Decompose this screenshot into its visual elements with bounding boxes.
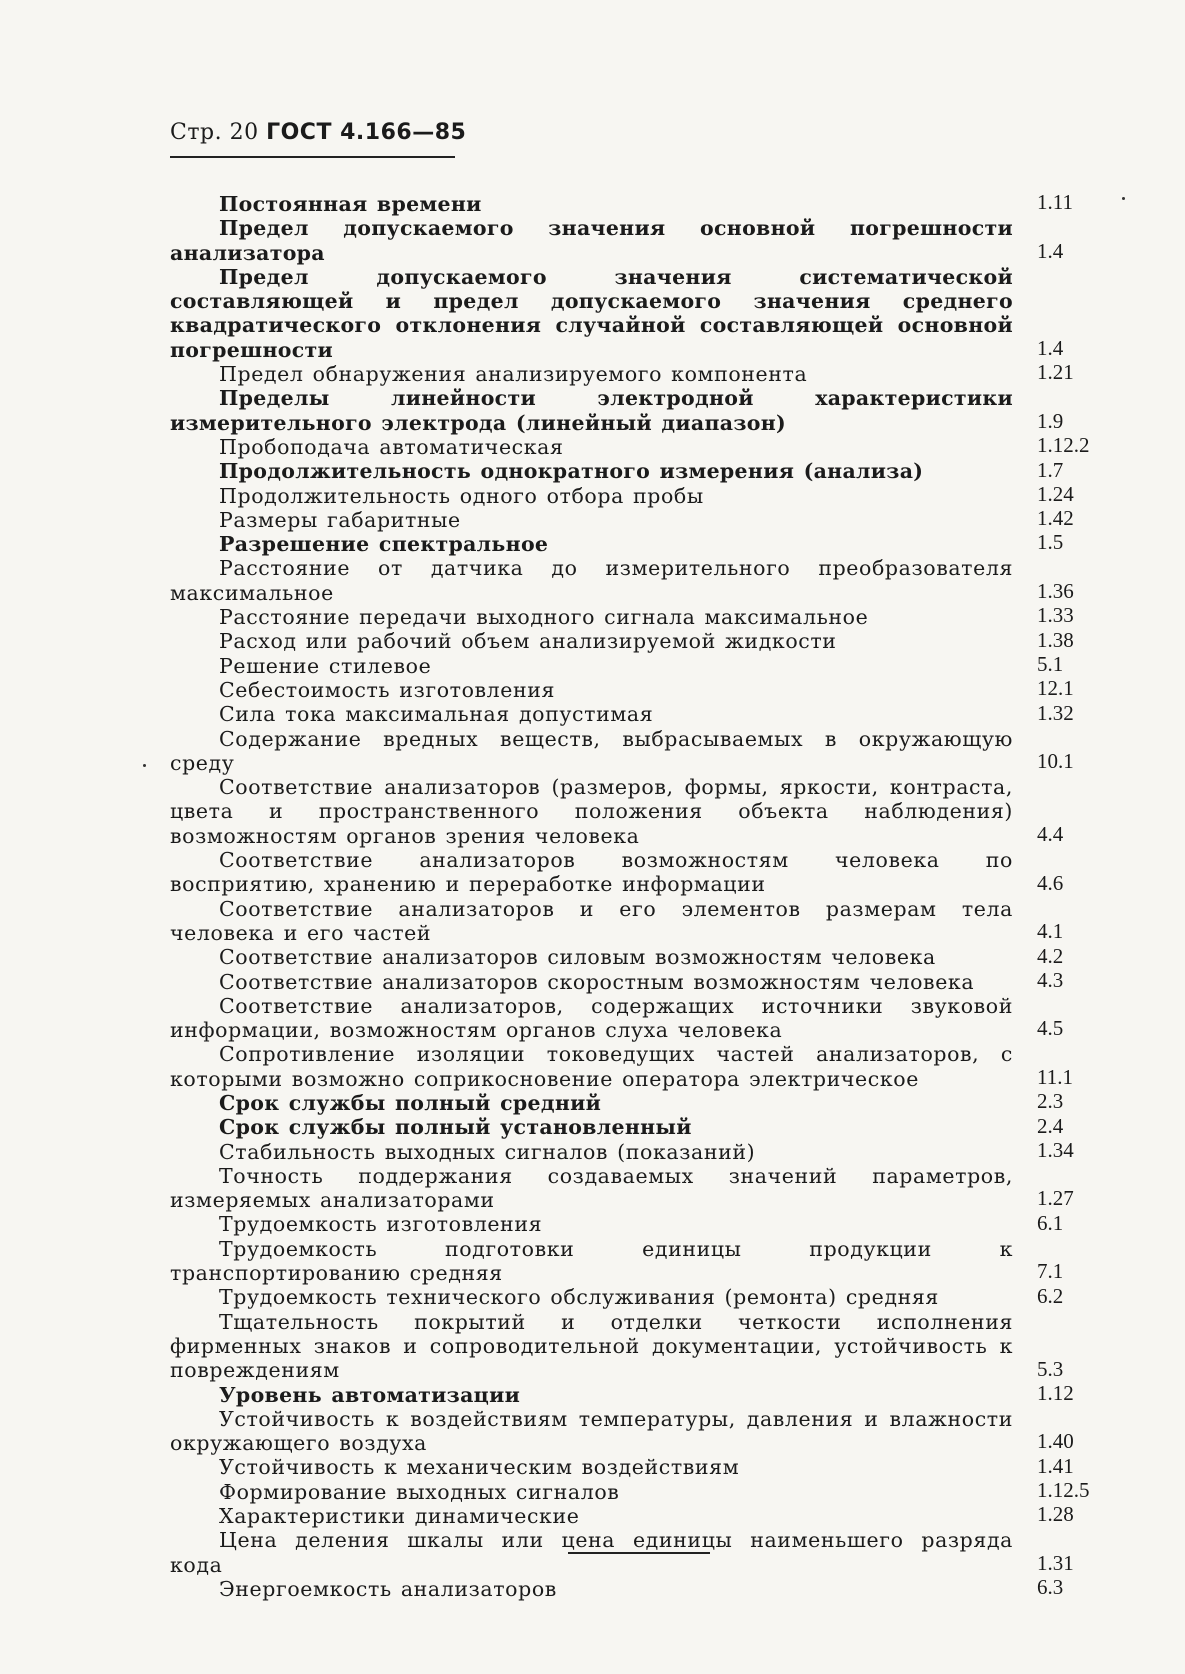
entry-reference: 1.21 (1037, 360, 1074, 385)
entry-term: Трудоемкость изготовления (219, 1212, 543, 1237)
entry-reference: 4.2 (1037, 943, 1064, 968)
entry-reference: 4.3 (1037, 967, 1064, 992)
entry-term: Предел обнаружения анализируемого компонента (219, 362, 808, 387)
entry-term: Устойчивость к механическим воздействиям (219, 1455, 740, 1480)
entry-reference: 1.36 (1037, 579, 1074, 604)
entry-term: Разрешение спектральное (219, 532, 549, 557)
entry-term: Содержание вредных веществ, выбрасываемых в окружающую среду (170, 726, 1013, 775)
entry-reference: 1.4 (1037, 336, 1064, 361)
index-entry (170, 1285, 1115, 1309)
entry-reference: 10.1 (1037, 749, 1074, 774)
index-entry (170, 1480, 1115, 1504)
index-entry (170, 775, 1115, 848)
index-entry (170, 192, 1115, 216)
entry-term: Соответствие анализаторов силовым возможностям человека (219, 945, 936, 970)
entry-term: Точность поддержания создаваемых значений параметров, измеряемых анализаторами (170, 1163, 1013, 1213)
entry-term: Расход или рабочий объем анализируемой жидкости (219, 629, 837, 654)
entry-term: Срок службы полный средний (219, 1090, 602, 1115)
entry-reference: 4.4 (1037, 822, 1064, 847)
entry-term: Предел допускаемого значения основной погрешности анализатора (170, 216, 1013, 265)
entry-reference: 4.5 (1037, 1016, 1064, 1041)
entry-term: Характеристики динамические (219, 1504, 580, 1529)
index-entry (170, 481, 1115, 508)
index-entry (170, 897, 1115, 946)
index-list (170, 192, 1115, 1601)
entry-reference: 1.38 (1037, 627, 1074, 652)
entry-term: Сила тока максимальная допустимая (219, 702, 654, 727)
entry-reference: 1.40 (1037, 1429, 1074, 1454)
index-entry (170, 1407, 1115, 1456)
print-speck (143, 764, 146, 767)
entry-term: Решение стилевое (219, 653, 432, 678)
index-entry (170, 362, 1115, 386)
entry-reference: 1.5 (1037, 530, 1064, 555)
entry-term: Пределы линейности электродной характеристики измерительного электрода (линейный диапазон) (170, 386, 1013, 435)
entry-reference: 2.4 (1037, 1113, 1064, 1138)
entry-term: Себестоимость изготовления (219, 677, 556, 702)
entry-reference: 1.12 (1037, 1380, 1074, 1405)
entry-term: Предел допускаемого значения систематической составляющей и предел допускаемого значения среднего квадратического отклонения случайной составляющей основной погрешности (170, 264, 1013, 362)
end-rule (568, 1552, 710, 1554)
entry-term: Трудоемкость технического обслуживания (ремонта) средняя (219, 1285, 939, 1310)
index-entry (170, 727, 1115, 776)
entry-reference: 11.1 (1037, 1064, 1073, 1089)
index-entry (170, 216, 1115, 265)
index-entry (170, 1212, 1115, 1236)
entry-term: Стабильность выходных сигналов (показаний) (219, 1139, 756, 1164)
entry-term: Расстояние от датчика до измерительного преобразователя максимальное (170, 556, 1013, 605)
index-entry (170, 1042, 1115, 1091)
entry-term: Соответствие анализаторов, содержащих источники звуковой информации, возможностям органов слуха человека (170, 993, 1013, 1043)
entry-reference: 2.3 (1037, 1089, 1064, 1114)
entry-term: Расстояние передачи выходного сигнала максимальное (219, 605, 869, 630)
entry-reference: 1.31 (1037, 1550, 1074, 1575)
index-entry (170, 1310, 1115, 1383)
index-entry (170, 459, 1115, 483)
entry-reference: 1.32 (1037, 700, 1074, 725)
entry-term: Трудоемкость подготовки единицы продукции к транспортированию средняя (170, 1236, 1013, 1286)
index-entry (170, 556, 1115, 605)
entry-reference: 5.1 (1037, 651, 1064, 676)
entry-reference: 6.2 (1037, 1283, 1064, 1308)
entry-reference: 1.11 (1037, 190, 1073, 215)
entry-reference: 1.42 (1037, 506, 1074, 531)
entry-term: Уровень автоматизации (219, 1382, 521, 1407)
index-entry (170, 629, 1115, 653)
entry-term: Продолжительность однократного измерения (анализа) (219, 459, 924, 484)
entry-reference: 1.27 (1037, 1186, 1074, 1211)
index-entry (170, 1504, 1115, 1528)
page-header (170, 120, 466, 145)
entry-reference: 4.6 (1037, 870, 1064, 895)
entry-reference: 1.7 (1037, 457, 1064, 482)
index-entry (170, 1455, 1115, 1479)
entry-term: Тщательность покрытий и отделки четкости исполнения фирменных знаков и сопроводительной документации, устойчивость к повреждениям (170, 1309, 1013, 1383)
entry-reference: 6.3 (1037, 1575, 1064, 1600)
entry-reference: 7.1 (1037, 1259, 1064, 1284)
entry-reference: 12.1 (1037, 676, 1074, 701)
index-entry (170, 651, 1115, 678)
index-entry (170, 848, 1115, 897)
entry-reference: 4.1 (1037, 919, 1064, 944)
entry-term: Цена деления шкалы или цена единицы наименьшего разряда кода (170, 1528, 1013, 1577)
index-entry (170, 508, 1115, 532)
entry-term: Соответствие анализаторов (размеров, формы, яркости, контраста, цвета и пространственного положения объекта наблюдения) возможностям органов зрения человека (170, 775, 1013, 848)
entry-term: Постоянная времени (219, 192, 482, 216)
index-entry (170, 945, 1115, 969)
entry-reference: 1.33 (1037, 603, 1074, 628)
entry-reference: 1.41 (1037, 1453, 1074, 1478)
index-entry (170, 1380, 1115, 1407)
entry-reference: 1.28 (1037, 1502, 1074, 1527)
entry-reference: 1.24 (1037, 481, 1074, 506)
entry-term: Устойчивость к воздействиям температуры, давления и влажности окружающего воздуха (170, 1406, 1013, 1456)
index-entry (170, 605, 1115, 629)
entry-term: Сопротивление изоляции токоведущих частей анализаторов, с которыми возможно соприкосновение оператора электрическое (170, 1042, 1013, 1091)
entry-term: Соответствие анализаторов возможностям человека по восприятию, хранению и переработке информации (170, 848, 1013, 897)
index-entry (170, 1164, 1115, 1213)
index-entry (170, 967, 1115, 994)
index-entry (170, 1237, 1115, 1286)
entry-term: Соответствие анализаторов и его элементов размерам тела человека и его частей (170, 896, 1013, 945)
entry-term: Энергоемкость анализаторов (219, 1576, 557, 1601)
index-entry (170, 386, 1115, 435)
entry-term: Формирование выходных сигналов (219, 1479, 620, 1504)
index-entry (170, 1091, 1115, 1115)
entry-reference: 5.3 (1037, 1356, 1064, 1381)
entry-reference: 1.4 (1037, 238, 1064, 263)
index-entry (170, 678, 1115, 702)
index-entry (170, 532, 1115, 556)
entry-term: Продолжительность одного отбора пробы (219, 483, 704, 508)
standard-designation: ГОСТ 4.166—85 (266, 120, 467, 145)
index-entry (170, 265, 1115, 362)
entry-reference: 6.1 (1037, 1210, 1064, 1235)
entry-reference: 1.34 (1037, 1137, 1074, 1162)
entry-term: Срок службы полный установленный (219, 1115, 692, 1140)
entry-term: Пробоподача автоматическая (219, 434, 564, 459)
entry-term: Размеры габаритные (219, 507, 461, 532)
index-entry (170, 1577, 1115, 1601)
page-number: Стр. 20 (170, 120, 259, 145)
entry-reference: 1.12.5 (1037, 1478, 1090, 1503)
entry-reference: 1.9 (1037, 408, 1064, 433)
header-rule (170, 156, 455, 158)
index-entry (170, 1115, 1115, 1139)
index-entry (170, 1137, 1115, 1164)
entry-reference: 1.12.2 (1037, 433, 1090, 458)
print-speck (1122, 197, 1125, 200)
index-entry (170, 994, 1115, 1043)
index-entry (170, 702, 1115, 726)
entry-term: Соответствие анализаторов скоростным возможностям человека (219, 969, 975, 994)
index-entry (170, 435, 1115, 459)
